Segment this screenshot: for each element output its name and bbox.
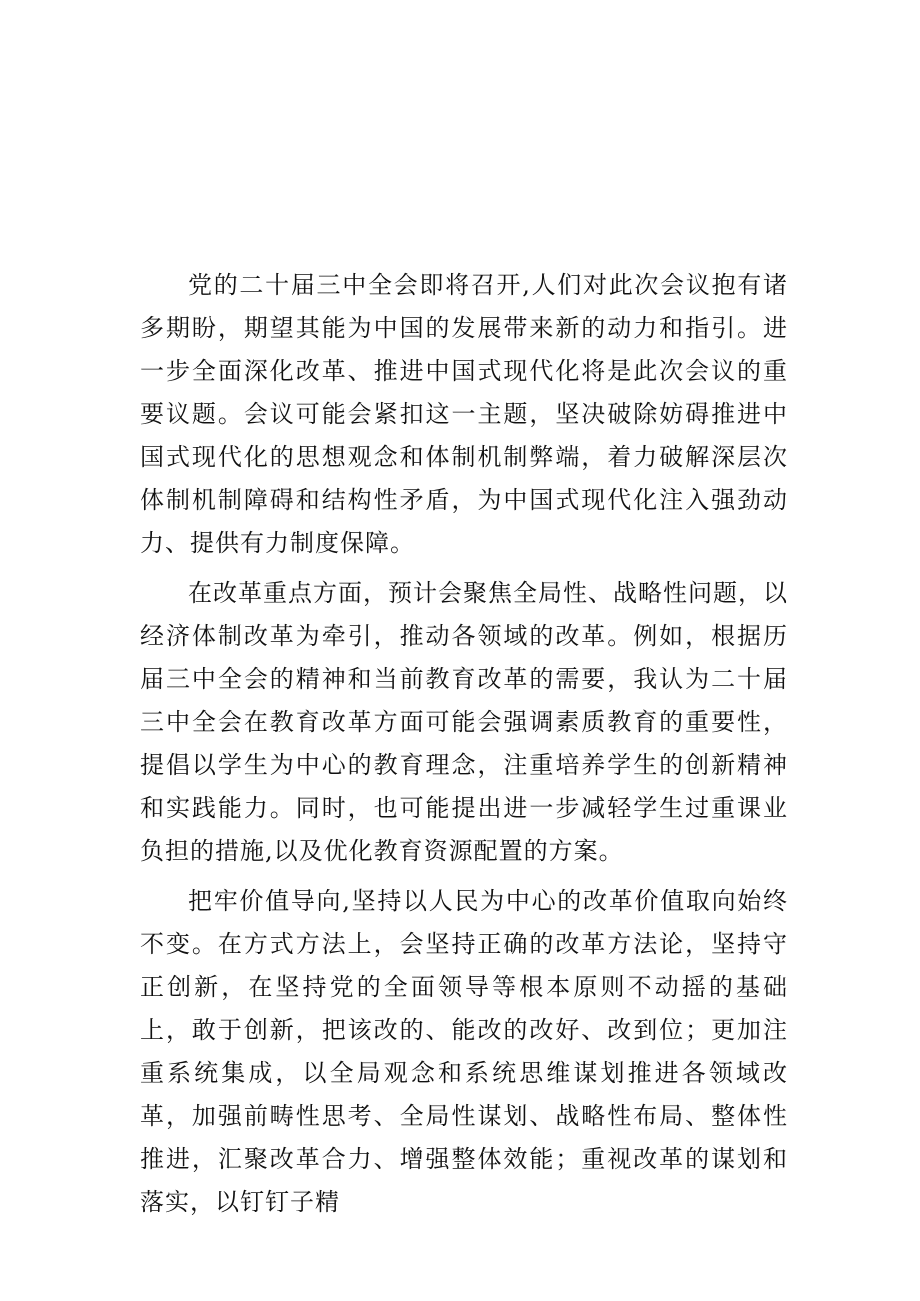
paragraph-2: 在改革重点方面，预计会聚焦全局性、战略性问题，以经济体制改革为牵引，推动各领域的改革。例如，根据历届三中全会的精神和当前教育改革的需要，我认为二十届三中全会在教育改革方面可能会强调素质教育的重要性，提倡以学生为中心的教育理念，注重培养学生的创新精神和实践能力。同时，也可能提出进一步减轻学生过重课业负担的措施,以及优化教育资源配置的方案。 bbox=[140, 579, 788, 865]
paragraph-1: 党的二十届三中全会即将召开,人们对此次会议抱有诸多期盼，期望其能为中国的发展带来新的动力和指引。进一步全面深化改革、推进中国式现代化将是此次会议的重要议题。会议可能会紧扣这一主题，坚决破除妨碍推进中国式现代化的思想观念和体制机制弊端，着力破解深层次体制机制障碍和结构性矛盾，为中国式现代化注入强劲动力、提供有力制度保障。 bbox=[140, 271, 788, 557]
document-body bbox=[140, 264, 788, 1231]
paragraph-3: 把牢价值导向,坚持以人民为中心的改革价值取向始终不变。在方式方法上，会坚持正确的改革方法论，坚持守正创新，在坚持党的全面领导等根本原则不动摇的基础上，敢于创新，把该改的、能改的改好、改到位；更加注重系统集成，以全局观念和系统思维谋划推进各领域改革，加强前畴性思考、全局性谋划、战略性布局、整体性推进，汇聚改革合力、增强整体效能；重视改革的谋划和落实，以钉钉子精 bbox=[140, 887, 788, 1216]
